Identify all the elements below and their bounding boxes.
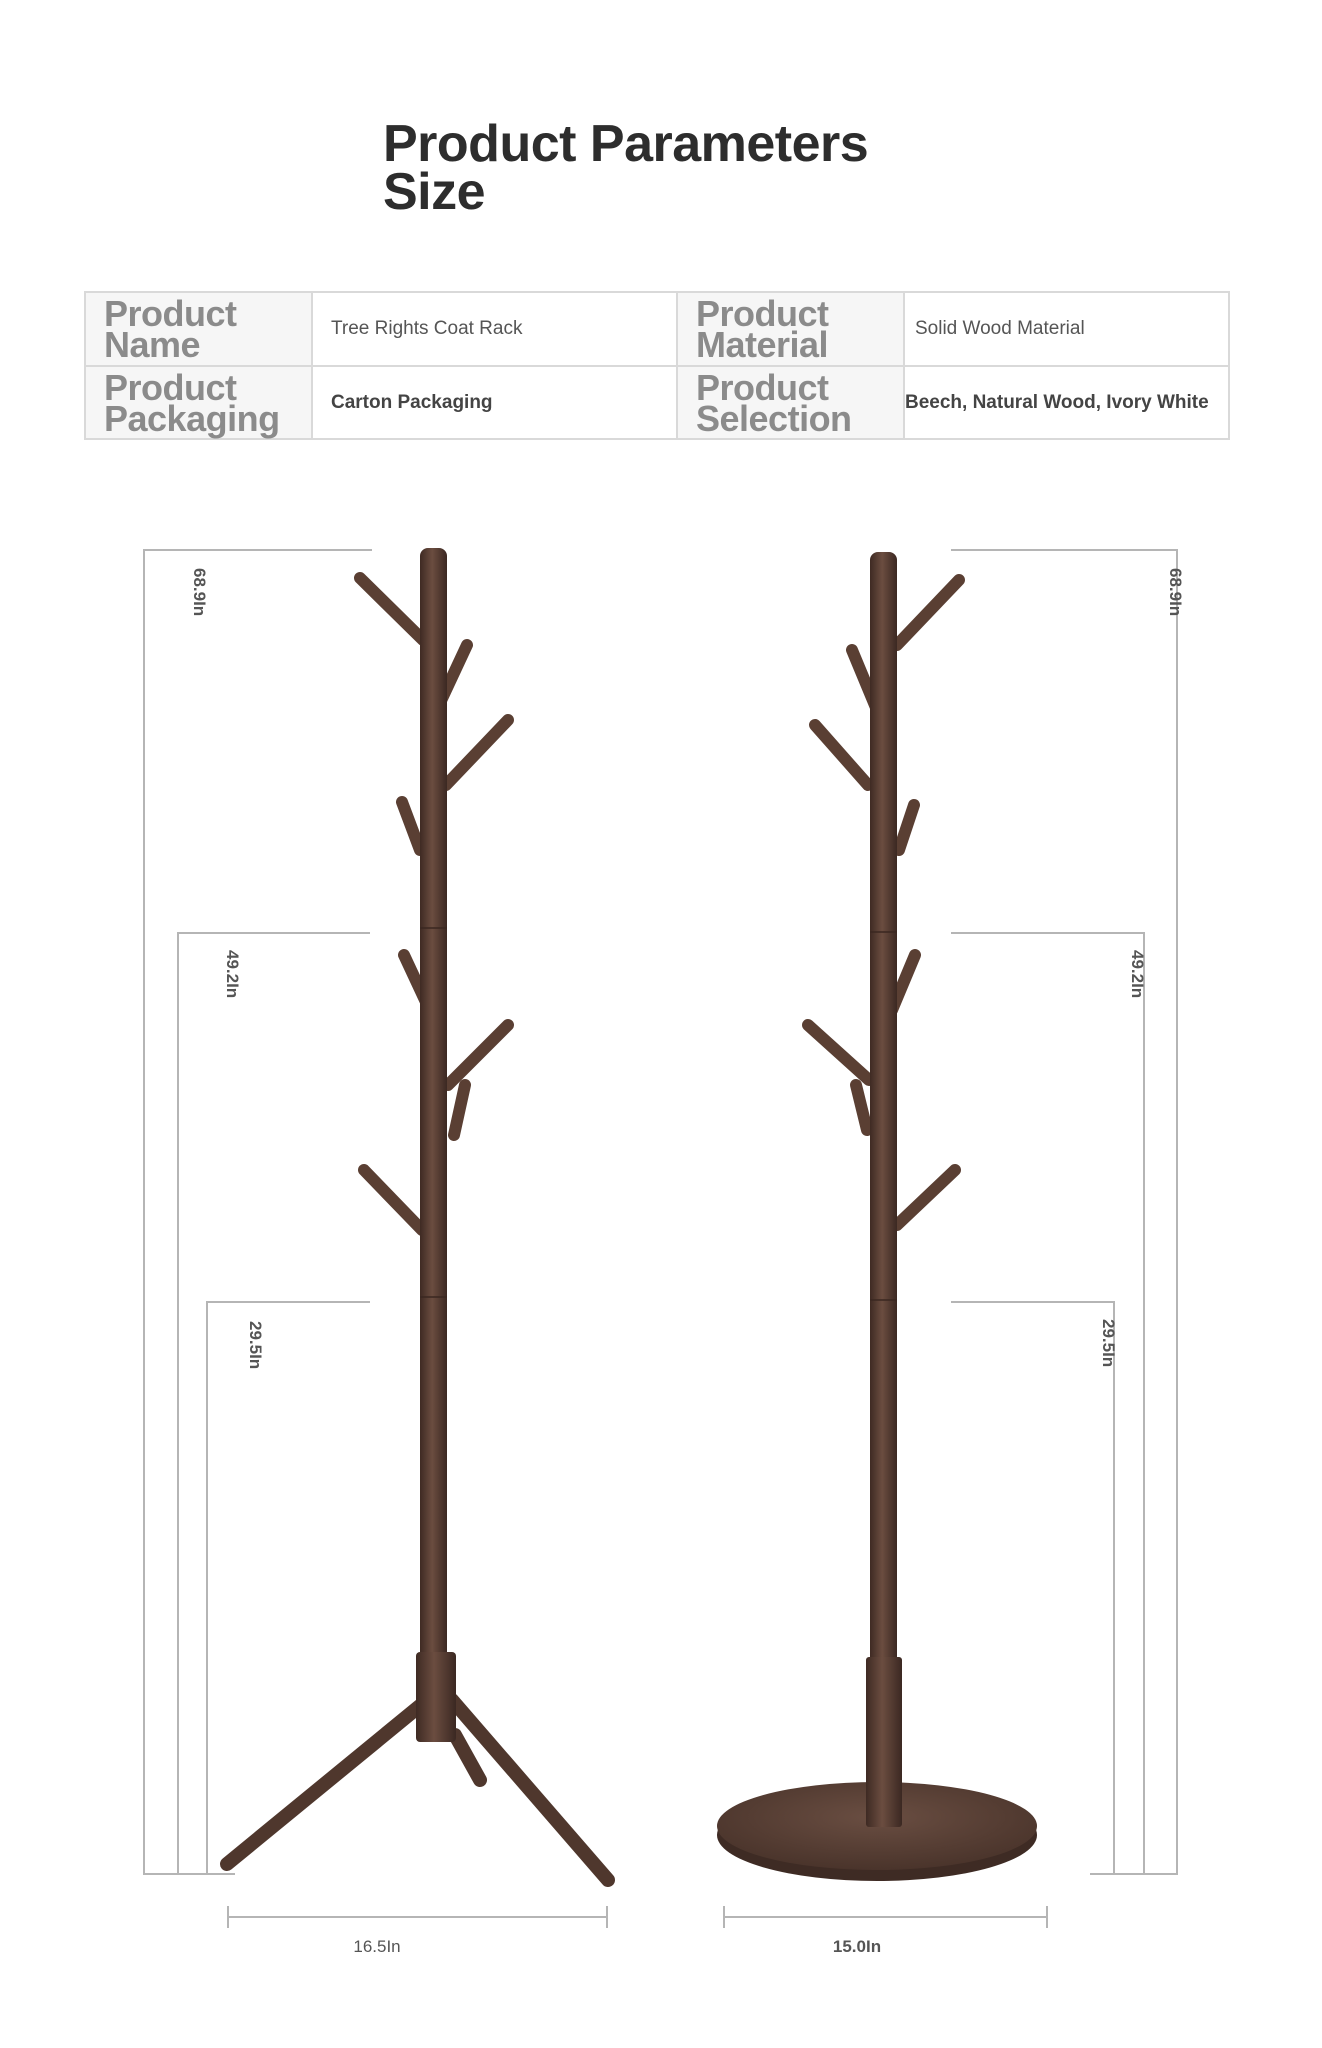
product-material-label: Product Material (677, 292, 904, 366)
product-packaging-label: Product Packaging (85, 366, 312, 439)
right-width-label: 15.0In (832, 1937, 882, 1956)
coat-rack-tripod (227, 548, 608, 1880)
right-dimension-lines (724, 550, 1177, 1928)
coat-rack-round-base (717, 552, 1037, 1881)
product-material-value: Solid Wood Material (904, 292, 1229, 366)
left-width-label: 16.5In (353, 1937, 401, 1956)
title-line-2: Size (383, 163, 486, 221)
right-height-total-label: 68.9In (1166, 568, 1185, 617)
right-height-low-label: 29.5In (1099, 1319, 1118, 1368)
product-name-label: Product Name (85, 292, 312, 366)
left-height-total-label: 68.9In (190, 568, 209, 617)
left-dimension-lines (144, 550, 607, 1928)
product-packaging-value: Carton Packaging (312, 366, 677, 439)
title-line-1: Product Parameters (383, 115, 869, 173)
product-name-value: Tree Rights Coat Rack (312, 292, 677, 366)
product-selection-label: Product Selection (677, 366, 904, 439)
left-height-mid-label: 49.2In (223, 950, 242, 999)
product-selection-value: Beech, Natural Wood, Ivory White (904, 366, 1229, 439)
right-height-mid-label: 49.2In (1128, 950, 1147, 999)
left-height-low-label: 29.5In (246, 1321, 265, 1370)
